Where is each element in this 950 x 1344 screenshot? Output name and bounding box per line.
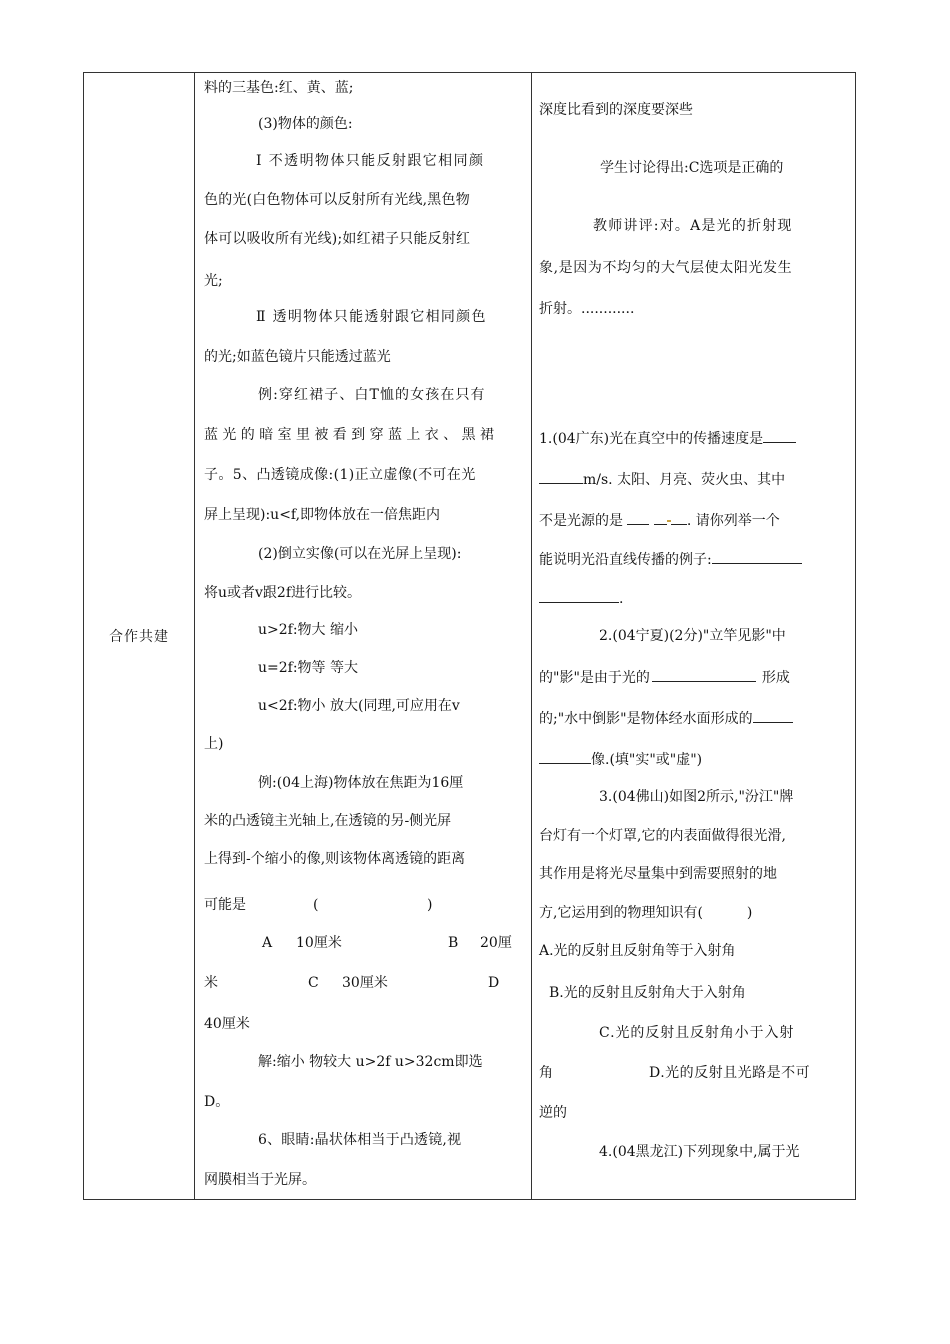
text-line: 色的光(白色物体可以反射所有光线,黑色物 xyxy=(204,192,470,208)
question-2-line xyxy=(539,708,793,729)
option-a: A.光的反射且反射角等于入射角 xyxy=(539,943,736,959)
text-line: (2)倒立实像(可以在光屏上呈现): xyxy=(258,546,462,562)
text-line: 可能是 xyxy=(204,897,246,913)
text-line: 折射。............ xyxy=(539,301,635,317)
option-letter: D xyxy=(488,975,500,991)
option-d: D.光的反射且光路是不可 xyxy=(649,1065,811,1081)
option-b: B.光的反射且反射角大于入射角 xyxy=(549,985,746,1001)
question-2-line xyxy=(539,749,702,770)
lesson-table xyxy=(83,72,856,1200)
text-line: 教师讲评:对。A是光的折射现 xyxy=(593,218,793,234)
text-line: D。 xyxy=(204,1094,230,1110)
text-line: 屏上呈现):u<f,即物体放在一倍焦距内 xyxy=(204,507,441,523)
text-line: 料的三基色:红、黄、蓝; xyxy=(204,80,354,96)
option-c: C.光的反射且反射角小于入射 xyxy=(599,1025,795,1041)
text-line: 台灯有一个灯罩,它的内表面做得很光滑, xyxy=(539,828,786,844)
text-line: 蓝光的暗室里被看到穿蓝上衣、黑裙 xyxy=(204,427,499,443)
text-line: 形成 xyxy=(761,670,790,686)
text-line: u>2f:物大 缩小 xyxy=(258,622,359,638)
text-line: 解:缩小 物较大 u>2f u>32cm即选 xyxy=(258,1054,483,1070)
text-line: 子。5、凸透镜成像:(1)正立虚像(不可在光 xyxy=(204,467,476,483)
text-line: 像.(填"实"或"虚") xyxy=(591,752,703,768)
option-value: 10厘米 xyxy=(296,935,342,951)
option-d-cont: 逆的 xyxy=(539,1105,567,1121)
answer-paren-open: ( xyxy=(313,897,319,913)
text-line: 的;"水中倒影"是物体经水面形成的 xyxy=(539,711,753,727)
blank-line xyxy=(763,428,796,443)
text-line: 上得到-个缩小的像,则该物体离透镜的距离 xyxy=(204,851,466,867)
option-letter: B xyxy=(448,935,459,951)
text-line: . 请你列举一个 xyxy=(686,513,780,529)
text-line: (3)物体的颜色: xyxy=(258,116,353,132)
option-value: 40厘米 xyxy=(204,1016,250,1032)
text-line: 学生讨论得出:C选项是正确的 xyxy=(600,160,784,176)
blank-line xyxy=(539,588,619,603)
question-1-line xyxy=(539,588,623,609)
text-line: 1.(04广东)光在真空中的传播速度是 xyxy=(539,431,764,447)
row-label-cell xyxy=(84,73,194,1199)
text-line: 深度比看到的深度要深些 xyxy=(539,102,693,118)
text-line: 网膜相当于光屏。 xyxy=(204,1172,316,1188)
blank-line xyxy=(627,510,649,525)
text-line: 例:穿红裙子、白T恤的女孩在只有 xyxy=(258,387,486,403)
blank-line xyxy=(654,510,667,525)
middle-column xyxy=(195,73,531,1199)
text-line: 方,它运用到的物理知识有( xyxy=(539,905,703,921)
text-line: 6、眼睛:晶状体相当于凸透镜,视 xyxy=(258,1132,462,1148)
text-line: 米的凸透镜主光轴上,在透镜的另-侧光屏 xyxy=(204,813,452,829)
blank-line xyxy=(539,469,583,484)
option-letter: C xyxy=(308,975,319,991)
question-1-line xyxy=(539,428,796,449)
text-line: u=2f:物等 等大 xyxy=(258,660,359,676)
option-value: 30厘米 xyxy=(342,975,388,991)
text-line: 的"影"是由于光的 xyxy=(539,670,650,686)
text-line: 上) xyxy=(204,736,224,752)
question-1-line xyxy=(539,469,785,490)
text-line: 2.(04宁夏)(2分)"立竿见影"中 xyxy=(599,628,786,644)
text-line: 3.(04佛山)如图2所示,"汾江"牌 xyxy=(599,789,794,805)
text-line: 其作用是将光尽量集中到需要照射的地 xyxy=(539,866,777,882)
text-line: 4.(04黑龙江)下列现象中,属于光 xyxy=(599,1144,800,1160)
answer-paren-close: ) xyxy=(427,897,433,913)
row-label: 合作共建 xyxy=(109,629,169,645)
text-line: 例:(04上海)物体放在焦距为16厘 xyxy=(258,775,464,791)
text-line: 光; xyxy=(204,273,223,289)
text-line: . xyxy=(619,591,624,607)
question-1-line xyxy=(539,549,802,570)
option-c-cont: 角 xyxy=(539,1065,553,1081)
text-line: Ⅰ 不透明物体只能反射跟它相同颜 xyxy=(256,153,485,169)
text-line: 能说明光沿直线传播的例子: xyxy=(539,552,712,568)
text-line: 体可以吸收所有光线);如红裙子只能反射红 xyxy=(204,231,471,247)
blank-line xyxy=(753,708,793,723)
answer-paren-close: ) xyxy=(746,905,753,921)
question-2-line xyxy=(539,667,790,688)
text-line: 象,是因为不均匀的大气层使太阳光发生 xyxy=(539,260,793,276)
option-letter: A xyxy=(262,935,273,951)
text-line: Ⅱ 透明物体只能透射跟它相同颜色 xyxy=(256,309,487,325)
blank-line xyxy=(671,510,687,525)
question-3-line xyxy=(539,903,752,923)
text-line: u<2f:物小 放大(同理,可应用在v xyxy=(258,698,460,714)
question-1-line xyxy=(539,510,780,531)
option-value: 20厘 xyxy=(480,935,512,951)
text-line: 将u或者v跟2f进行比较。 xyxy=(204,585,362,601)
blank-line xyxy=(539,749,591,764)
right-column xyxy=(532,73,857,1199)
text-line: 米 xyxy=(204,975,218,991)
blank-line xyxy=(652,667,756,682)
text-line: 的光;如蓝色镜片只能透过蓝光 xyxy=(204,349,391,365)
text-line: 不是光源的是 xyxy=(539,513,623,529)
blank-line xyxy=(712,549,802,564)
text-line: m/s. 太阳、月亮、荧火虫、其中 xyxy=(583,472,786,488)
